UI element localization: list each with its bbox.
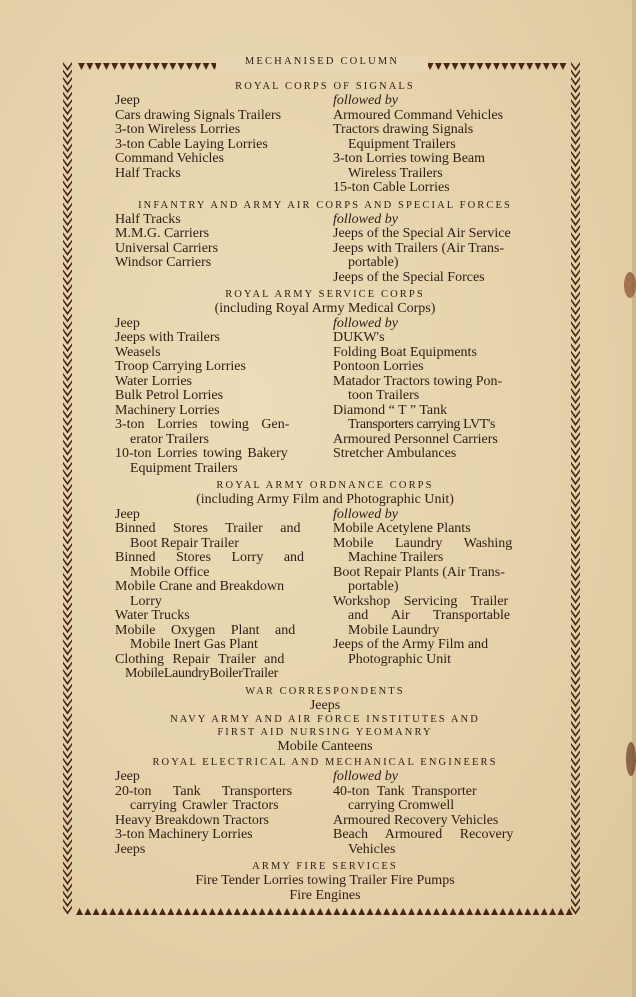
list-item: Mobile Crane and Breakdown (115, 579, 285, 594)
section-reme (115, 755, 535, 857)
border-ornament (217, 908, 224, 915)
section-heading: ROYAL CORPS OF SIGNALS (235, 81, 415, 92)
border-ornament (192, 908, 199, 915)
list-item: Matador Tractors towing Pon- (333, 373, 503, 389)
followed-by-label: followed by (333, 769, 398, 784)
list-item: Clothing Repair Trailer and (115, 651, 285, 667)
list-item: Jeeps with Trailers (Air Trans- (333, 240, 505, 256)
list-item: Mobile Laundry (348, 622, 440, 638)
list-item: Jeeps with Trailers (115, 330, 220, 345)
list-item: Mobile Canteens (277, 739, 373, 754)
list-item: Jeeps of the Special Air Service (333, 226, 511, 241)
followed-by-label: followed by (333, 315, 398, 331)
border-ornament (93, 908, 100, 915)
list-item: Tractors drawing Signals (333, 122, 474, 137)
border-ornament (161, 63, 168, 70)
border-ornament (483, 908, 490, 915)
list-item: 3-ton Machinery Lorries (115, 827, 253, 842)
border-ornament (350, 908, 357, 915)
list-item: Equipment Trailers (348, 136, 456, 152)
border-ornament (194, 63, 201, 70)
border-ornament (358, 908, 365, 915)
border-ornament (126, 908, 133, 915)
page-edge (632, 0, 636, 997)
border-ornament (342, 908, 349, 915)
border-ornament (151, 908, 158, 915)
border-ornament (201, 908, 208, 915)
border-ornament (333, 908, 340, 915)
list-item: and Air Transportable (348, 608, 511, 623)
border-ornament (101, 908, 108, 915)
border-ornament (176, 908, 183, 915)
list-item: Armoured Personnel Carriers (333, 431, 498, 447)
border-ornament (541, 908, 548, 915)
list-item: Jeep (115, 769, 140, 784)
border-ornament (209, 908, 216, 915)
list-item: Pontoon Lorries (333, 359, 424, 374)
border-ornament (186, 63, 193, 70)
list-item: Folding Boat Equipments (333, 344, 477, 360)
list-item: carrying Cromwell (348, 798, 455, 813)
list-item: Transporters carrying LVT's (348, 417, 496, 432)
border-ornament (234, 908, 241, 915)
list-item: Stretcher Ambulances (333, 446, 457, 461)
border-ornament (493, 63, 500, 70)
list-item: Jeeps of the Army Film and (333, 637, 489, 652)
border-ornament (367, 908, 374, 915)
section-heading-line2: FIRST AID NURSING YEOMANRY (217, 727, 433, 738)
border-ornament (535, 63, 542, 70)
list-item: Mobile Acetylene Plants (333, 521, 471, 536)
border-ornament (468, 63, 475, 70)
stain (624, 272, 636, 298)
list-item: Half Tracks (115, 165, 181, 181)
border-ornament (524, 908, 531, 915)
list-item: 20-ton Tank Transporters (115, 783, 293, 799)
border-ornament (142, 908, 149, 915)
border-ornament (76, 908, 83, 915)
list-item: Water Trucks (115, 608, 190, 623)
border-ornament (153, 63, 160, 70)
border-left-chevrons (62, 62, 74, 916)
section-heading: ARMY FIRE SERVICES (252, 861, 398, 872)
list-item: 10-ton Lorries towing Bakery (115, 446, 288, 461)
list-item: erator Trailers (130, 431, 209, 447)
list-item: Bulk Petrol Lorries (115, 388, 224, 403)
document-title: MECHANISED COLUMN (216, 56, 428, 72)
list-item: Universal Carriers (115, 240, 219, 256)
list-item: portable) (348, 579, 399, 594)
border-ornament (435, 63, 442, 70)
border-ornament (136, 63, 143, 70)
border-ornament (167, 908, 174, 915)
followed-by-label: followed by (333, 211, 398, 227)
section-infantry-army-air-corps-special-forces (115, 198, 535, 286)
border-ornament (441, 908, 448, 915)
list-item: 15-ton Cable Lorries (333, 180, 450, 195)
border-ornament (225, 908, 232, 915)
border-chevron (571, 62, 580, 71)
list-item: Mobile Inert Gas Plant (130, 637, 258, 652)
border-ornament (518, 63, 525, 70)
border-ornament (400, 908, 407, 915)
followed-by-label: followed by (333, 506, 398, 522)
list-item: Machine Trailers (348, 550, 444, 565)
border-ornament (267, 908, 274, 915)
border-ornament (103, 63, 110, 70)
section-royal-corps-of-signals (115, 79, 535, 196)
list-item: Armoured Command Vehicles (333, 107, 504, 123)
border-ornament (425, 908, 432, 915)
border-ornament (408, 908, 415, 915)
border-ornament (391, 908, 398, 915)
section-heading: ROYAL ARMY ORDNANCE CORPS (216, 480, 434, 491)
border-ornament (120, 63, 127, 70)
list-item: Troop Carrying Lorries (115, 359, 246, 374)
border-ornament (128, 63, 135, 70)
section-heading: INFANTRY AND ARMY AIR CORPS AND SPECIAL FORCES (138, 199, 512, 211)
list-item: Jeep (115, 93, 140, 108)
border-ornament (491, 908, 498, 915)
border-ornament (485, 63, 492, 70)
followed-by-label: followed by (333, 93, 398, 108)
list-item: toon Trailers (348, 388, 420, 403)
list-item: 3-ton Lorries towing Beam (333, 151, 486, 166)
list-item: M.M.G. Carriers (115, 226, 210, 241)
border-ornament (476, 63, 483, 70)
list-item: Mobile Oxygen Plant and (115, 622, 296, 638)
section-heading: ROYAL ARMY SERVICE CORPS (225, 289, 425, 300)
list-item: Windsor Carriers (115, 255, 212, 270)
border-ornament (325, 908, 332, 915)
list-item: Workshop Servicing Trailer (333, 593, 509, 609)
border-ornament (118, 908, 125, 915)
list-item: Boot Repair Trailer (130, 535, 239, 551)
border-ornament (526, 63, 533, 70)
list-item: Heavy Breakdown Tractors (115, 812, 269, 828)
border-ornament (508, 908, 515, 915)
border-ornament (499, 908, 506, 915)
section-naafi-fany (115, 713, 535, 755)
border-ornament (95, 63, 102, 70)
border-ornament (159, 908, 166, 915)
border-ornament (308, 908, 315, 915)
list-item: Mobile Laundry Washing (333, 535, 513, 551)
list-item: Fire Tender Lorries towing Trailer Fire Pumps (195, 873, 455, 888)
border-ornament (458, 908, 465, 915)
border-ornament (242, 908, 249, 915)
list-item: Diamond “ T ” Tank (333, 402, 448, 418)
document-content (115, 79, 535, 903)
list-item: Mobile Laundry Boiler Trailer (125, 666, 279, 681)
list-item: Half Tracks (115, 211, 181, 227)
border-ornament (543, 63, 550, 70)
border-ornament (474, 908, 481, 915)
section-royal-army-service-corps (115, 287, 535, 476)
section-army-fire-services (115, 859, 535, 903)
border-ornament (86, 63, 93, 70)
list-item: Cars drawing Signals Trailers (115, 107, 282, 123)
border-ornament (516, 908, 523, 915)
border-ornament (501, 63, 508, 70)
border-ornament (460, 63, 467, 70)
border-ornament (450, 908, 457, 915)
section-heading: ROYAL ELECTRICAL AND MECHANICAL ENGINEERS (152, 757, 498, 768)
list-item: Jeeps (115, 841, 146, 857)
border-ornament (433, 908, 440, 915)
border-ornament (533, 908, 540, 915)
section-subheading: (including Royal Army Medical Corps) (214, 301, 436, 316)
list-item: Boot Repair Plants (Air Trans- (333, 564, 505, 580)
border-ornament (466, 908, 473, 915)
border-ornament (78, 63, 85, 70)
list-item: carrying Crawler Tractors (130, 798, 279, 813)
section-subheading: (including Army Film and Photographic Unit) (196, 492, 454, 507)
list-item: portable) (348, 255, 399, 270)
section-heading: NAVY ARMY AND AIR FORCE INSTITUTES AND (170, 714, 480, 725)
list-item: Mobile Office (130, 564, 210, 580)
border-ornament (275, 908, 282, 915)
list-item: Jeep (115, 506, 140, 522)
border-ornament (259, 908, 266, 915)
list-item: Photographic Unit (348, 651, 452, 667)
list-item: Armoured Recovery Vehicles (333, 812, 499, 828)
section-war-correspondents (115, 684, 535, 714)
border-ornament (111, 63, 118, 70)
list-item: Wireless Trailers (348, 165, 443, 181)
border-ornament (557, 908, 564, 915)
list-item: 40-ton Tank Transporter (333, 783, 477, 799)
border-ornament (559, 63, 566, 70)
border-ornament (383, 908, 390, 915)
list-item: 3-ton Lorries towing Gen- (115, 417, 290, 432)
list-item: Beach Armoured Recovery (333, 827, 514, 842)
list-item: Weasels (115, 344, 161, 360)
section-heading: WAR CORRESPONDENTS (245, 685, 405, 697)
border-chevron (63, 62, 72, 71)
border-ornament (134, 908, 141, 915)
border-ornament (375, 908, 382, 915)
border-ornament (250, 908, 257, 915)
list-item: Equipment Trailers (130, 460, 238, 476)
border-ornament (144, 63, 151, 70)
list-item: Water Lorries (115, 373, 192, 389)
border-ornament (510, 63, 517, 70)
border-bottom-chevrons (66, 906, 578, 916)
list-item: Machinery Lorries (115, 402, 220, 418)
border-ornament (184, 908, 191, 915)
border-ornament (284, 908, 291, 915)
border-right-chevrons (570, 62, 582, 916)
list-item: Jeeps (309, 697, 341, 713)
section-royal-army-ordnance-corps (115, 478, 535, 682)
border-ornament (549, 908, 556, 915)
border-ornament (84, 908, 91, 915)
border-ornament (178, 63, 185, 70)
list-item: Jeep (115, 315, 140, 331)
list-item: 3-ton Cable Laying Lorries (115, 136, 268, 152)
list-item: 3-ton Wireless Lorries (115, 122, 241, 137)
border-ornament (169, 63, 176, 70)
list-item: Binned Stores Trailer and (115, 521, 301, 536)
list-item: Fire Engines (289, 887, 361, 903)
border-ornament (443, 63, 450, 70)
border-ornament (109, 908, 116, 915)
list-item: DUKW's (333, 330, 385, 345)
stain (626, 742, 636, 776)
border-ornament (551, 63, 558, 70)
list-item: Binned Stores Lorry and (115, 550, 305, 565)
list-item: Lorry (130, 593, 162, 609)
list-item: Jeeps of the Special Forces (333, 269, 485, 285)
list-item: Command Vehicles (115, 151, 225, 166)
border-ornament (452, 63, 459, 70)
border-ornament (203, 63, 210, 70)
border-ornament (317, 908, 324, 915)
border-ornament (416, 908, 423, 915)
border-ornament (300, 908, 307, 915)
list-item: Vehicles (348, 841, 396, 857)
border-ornament (292, 908, 299, 915)
